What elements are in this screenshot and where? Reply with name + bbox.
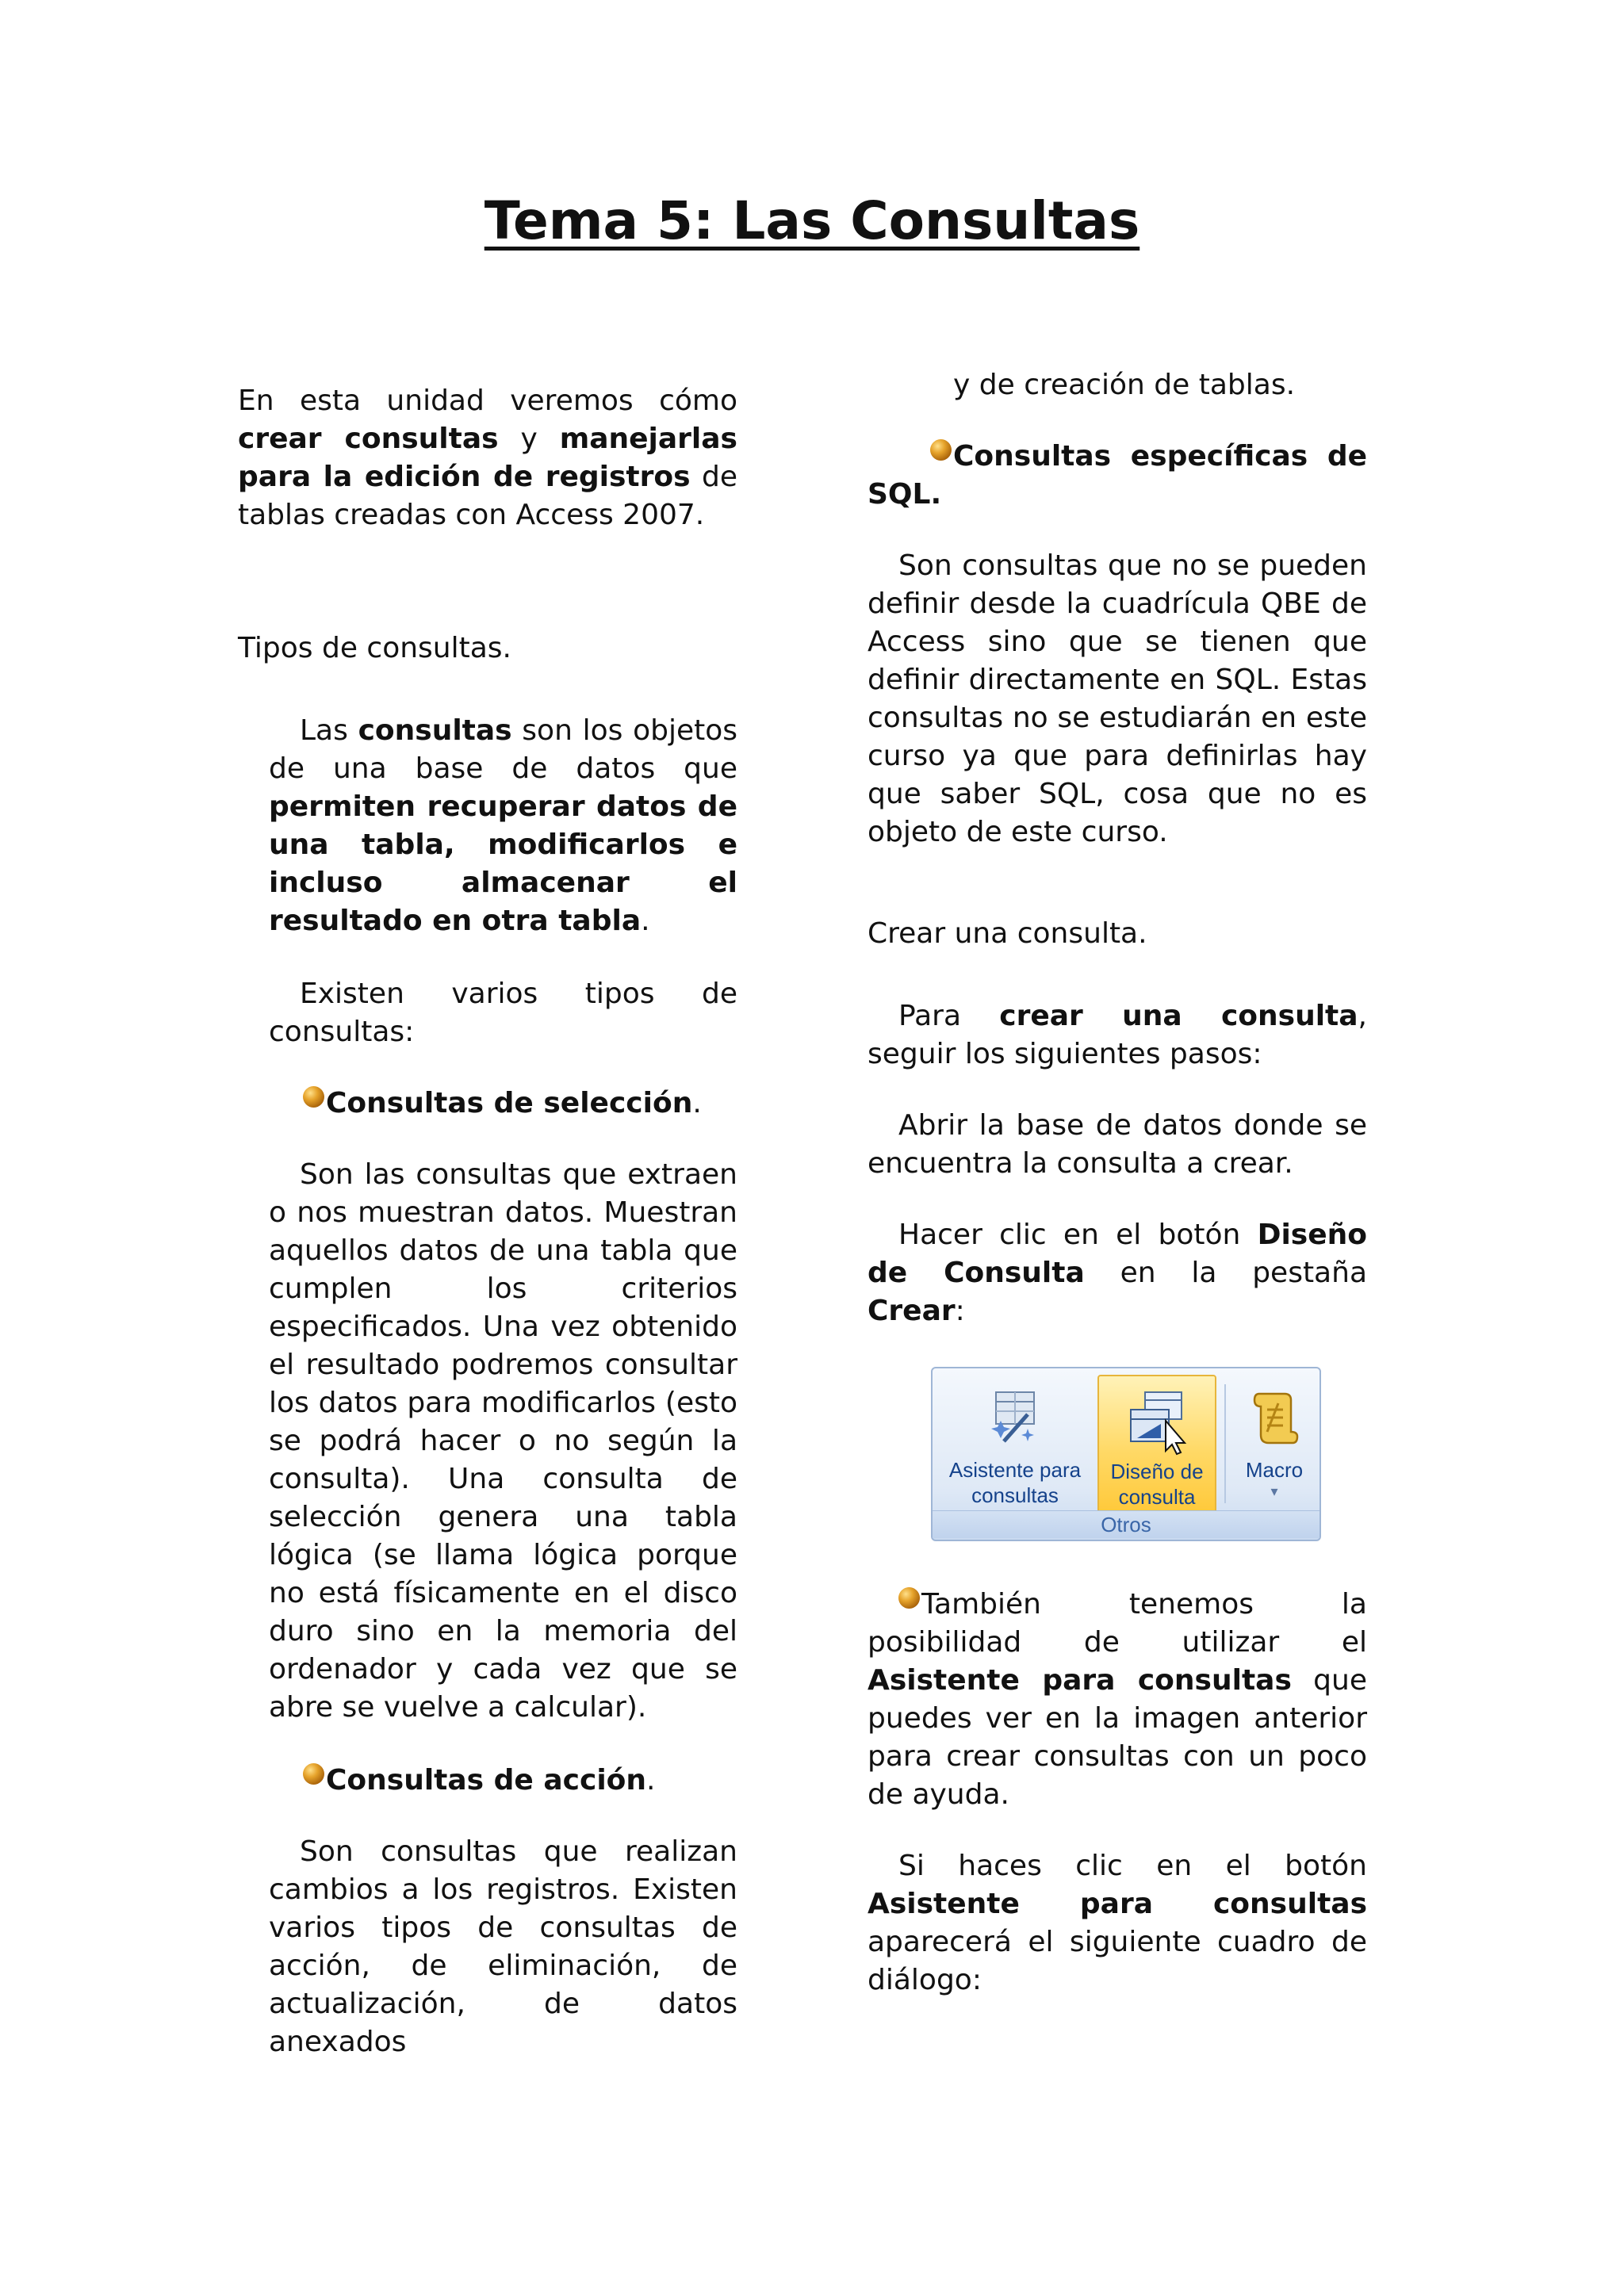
query-design-icon	[1121, 1387, 1193, 1456]
asistente-label-2: consultas	[971, 1483, 1059, 1507]
dropdown-arrow-icon[interactable]: ▾	[1270, 1483, 1278, 1499]
diseno-consulta-button[interactable]	[1097, 1375, 1216, 1514]
hacer-paragraph: Hacer clic en el botón Diseño de Consulta en la pestaña Crear:	[868, 1219, 1367, 1327]
scroll-icon	[1247, 1386, 1302, 1449]
existen-paragraph: Existen varios tipos de consultas:	[269, 978, 737, 1048]
bullet-icon	[303, 1086, 324, 1108]
asistente-consultas-button[interactable]	[937, 1375, 1093, 1514]
bullet-accion: Consultas de acción.	[303, 1762, 747, 1800]
si-paragraph: Si haces clic en el botón Asistente para consultas aparecerá el siguiente cuadro de diálogo:	[868, 1850, 1367, 1996]
asistente-label-1: Asistente para	[948, 1458, 1082, 1482]
bullet-sql: Consultas específicas de SQL.	[868, 440, 1367, 511]
macro-button[interactable]	[1231, 1375, 1318, 1514]
heading-crear: Crear una consulta.	[868, 917, 1147, 950]
accion-paragraph: Son consultas que realizan cambios a los registros. Existen varios tipos de consultas de acción, de eliminación, de actualización, de datos anexados	[269, 1835, 737, 2058]
continuation-paragraph: y de creación de tablas.	[953, 369, 1296, 401]
diseno-label-1: Diseño de	[1110, 1460, 1204, 1483]
page-title: Tema 5: Las Consultas	[484, 190, 1140, 251]
wizard-icon	[983, 1386, 1047, 1449]
ribbon-otros-group	[931, 1367, 1321, 1541]
bullet-icon	[930, 439, 952, 461]
ribbon-separator	[1224, 1384, 1226, 1503]
seleccion-paragraph: Son las consultas que extraen o nos muestran datos. Muestran aquellos datos de una tabla que cumplen los criterios especificados. Una vez obtenido el resultado podremos consultar los datos para modificarlos (esto se podrá hacer o no según la consulta). Una consulta de selección genera una tabla lógica (se llama lógica porque no está físicamente en el disco duro sino en la memoria del ordenador y cada vez que se abre se vuelve a calcular).	[269, 1158, 737, 1724]
abrir-paragraph: Abrir la base de datos donde se encuentra la consulta a crear.	[868, 1109, 1367, 1180]
bullet-seleccion: Consultas de selección.	[303, 1085, 747, 1123]
para-paragraph: Para crear una consulta, seguir los siguientes pasos:	[868, 1000, 1367, 1070]
heading-tipos: Tipos de consultas.	[238, 632, 511, 664]
diseno-label-2: consulta	[1118, 1485, 1196, 1509]
sql-paragraph: Son consultas que no se pueden definir desde la cuadrícula QBE de Access sino que se tienen que definir directamente en SQL. Estas consultas no se estudiarán en este curso ya que para definirlas hay que saber SQL, cosa que no es objeto de este curso.	[868, 549, 1367, 848]
ribbon-group-label: Otros	[933, 1510, 1320, 1538]
consultas-paragraph: Las consultas son los objetos de una base de datos que permiten recuperar datos de una tabla, modificarlos e incluso almacenar el resultado en otra tabla.	[269, 714, 737, 937]
tambien-paragraph: También tenemos la posibilidad de utilizar el Asistente para consultas que puedes ver en la imagen anterior para crear consultas con un poco de ayuda.	[868, 1588, 1367, 1811]
bullet-icon	[898, 1587, 920, 1609]
intro-paragraph: En esta unidad veremos cómo crear consultas y manejarlas para la edición de registros de tablas creadas con Access 2007.	[238, 385, 737, 531]
bullet-icon	[303, 1763, 324, 1785]
macro-label: Macro	[1245, 1458, 1304, 1482]
